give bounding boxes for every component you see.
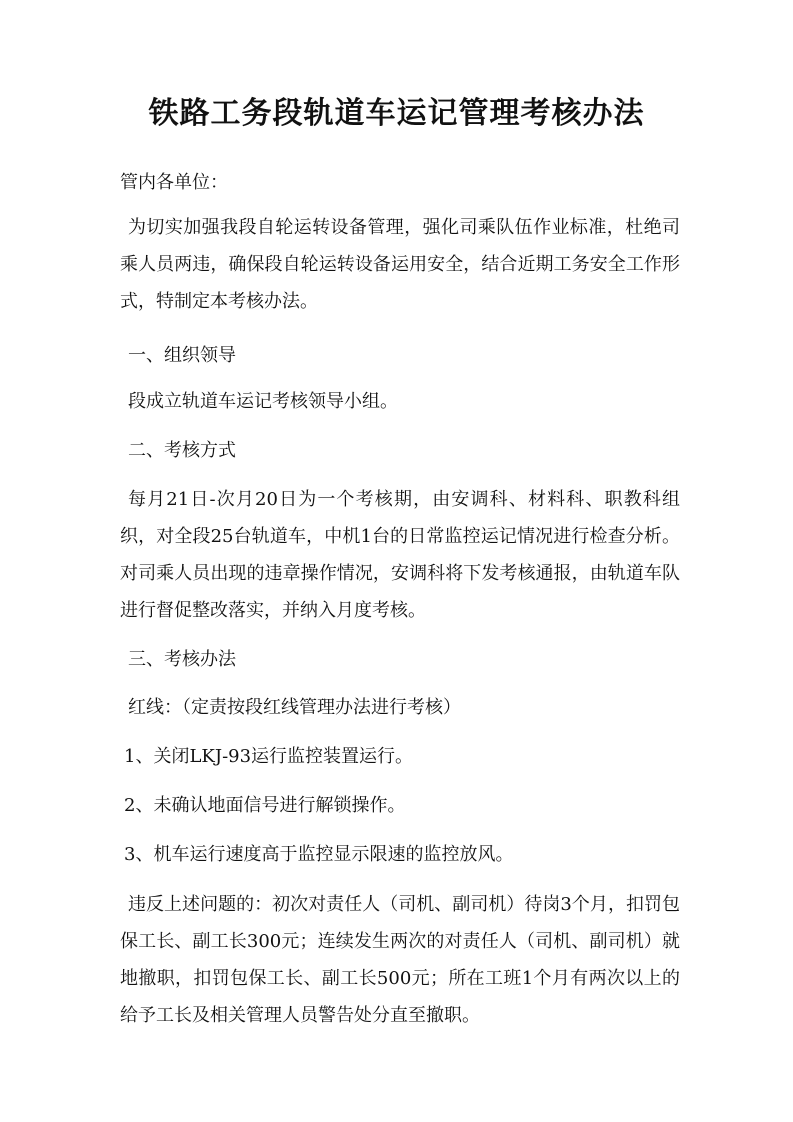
penalty-paragraph: 违反上述问题的：初次对责任人（司机、副司机）待岗3个月，扣罚包保工长、副工长300元；连续发生两次的对责任人（司机、副司机）就地撤职，扣罚包保工长、副工长500元；所在工班1个月有两次以上的给予工长及相关管理人员警告处分直至撤职。	[120, 894, 680, 1026]
section2-heading: 二、考核方式	[128, 440, 236, 461]
section1-heading: 一、组织领导	[128, 345, 236, 366]
intro-paragraph: 为切实加强我段自轮运转设备管理，强化司乘队伍作业标准，杜绝司乘人员两违，确保段自轮运转设备运用安全，结合近期工务安全工作形式，特制定本考核办法。	[120, 217, 680, 312]
section1-body: 段成立轨道车运记考核领导小组。	[128, 391, 398, 412]
list-item-3: 3、机车运行速度高于监控显示限速的监控放风。	[124, 844, 514, 865]
list-item-1: 1、关闭LKJ-93运行监控装置运行。	[124, 746, 414, 767]
section3-heading: 三、考核办法	[128, 649, 236, 670]
redline-label: 红线：（定责按段红线管理办法进行考核）	[128, 697, 461, 718]
document-title: 铁路工务段轨道车运记管理考核办法	[148, 96, 645, 131]
salutation: 管内各单位：	[120, 172, 228, 193]
section2-body: 每月21日-次月20日为一个考核期，由安调科、材料科、职教科组织，对全段25台轨道车，中机1台的日常监控运记情况进行检查分析。对司乘人员出现的违章操作情况，安调科将下发考核通报，由轨道车队进行督促整改落实，并纳入月度考核。	[120, 489, 680, 621]
list-item-2: 2、未确认地面信号进行解锁操作。	[124, 795, 406, 816]
